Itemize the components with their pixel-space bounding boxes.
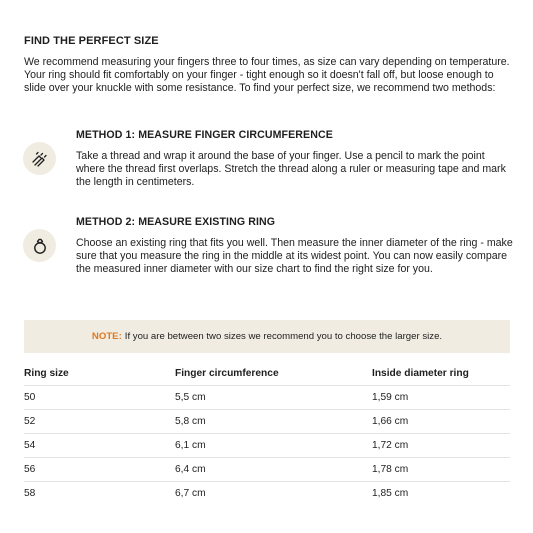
table-row	[24, 410, 510, 434]
cell-inside-diameter: 1,66 cm	[372, 410, 510, 434]
header-ring-size: Ring size	[24, 362, 175, 386]
cell-inside-diameter: 1,85 cm	[372, 488, 409, 499]
table-row	[24, 434, 510, 458]
cell-finger-circumference: 5,8 cm	[175, 410, 372, 434]
table-row	[24, 386, 510, 410]
cell-ring-size: 58	[24, 488, 36, 499]
note-label: NOTE:	[91, 331, 122, 342]
note-banner	[24, 320, 510, 353]
cell-inside-diameter: 1,72 cm	[372, 434, 510, 458]
cell-finger-circumference: 6,7 cm	[175, 488, 206, 499]
cell-finger-circumference: 6,1 cm	[175, 434, 372, 458]
finger-measure-icon	[23, 142, 56, 175]
cell-ring-size: 54	[24, 434, 175, 458]
table-header-row	[24, 362, 510, 386]
header-finger-circumference: Finger circumference	[175, 362, 372, 386]
cell-inside-diameter: 1,59 cm	[372, 386, 510, 410]
method-2-text: Choose an existing ring that fits you well. Then measure the inner diameter of the ring - make sure that you measure the ring in the middle at its widest point. You can now easily compare the measured inner diameter with our size chart to find the right size for you.	[76, 237, 513, 275]
cell-finger-circumference: 6,4 cm	[175, 458, 372, 482]
page-title: FIND THE PERFECT SIZE	[24, 35, 159, 47]
table-row	[24, 482, 510, 506]
header-inside-diameter: Inside diameter ring	[372, 362, 510, 386]
cell-inside-diameter: 1,78 cm	[372, 458, 510, 482]
size-table	[24, 362, 510, 505]
note-text: If you are between two sizes we recommend you to choose the larger size.	[124, 331, 443, 342]
method-1-title: METHOD 1: MEASURE FINGER CIRCUMFERENCE	[76, 129, 333, 141]
table-row	[24, 458, 510, 482]
cell-ring-size: 50	[24, 386, 175, 410]
method-2-title: METHOD 2: MEASURE EXISTING RING	[76, 216, 276, 228]
intro-text: We recommend measuring your fingers three to four times, as size can vary depending on temperature. Your ring should fit comfortably on your finger - tight enough so it doesn't fall off, but loose enough to slide over your knuckle with some resistance. To find your perfect size, we recommend two methods:	[24, 56, 510, 94]
method-1-text: Take a thread and wrap it around the base of your finger. Use a pencil to mark the point where the thread first overlaps. Stretch the thread along a ruler or measuring tape and mark the length in centimeters.	[76, 150, 506, 188]
ring-icon	[23, 229, 56, 262]
cell-ring-size: 52	[24, 410, 175, 434]
cell-finger-circumference: 5,5 cm	[175, 386, 372, 410]
cell-ring-size: 56	[24, 458, 175, 482]
